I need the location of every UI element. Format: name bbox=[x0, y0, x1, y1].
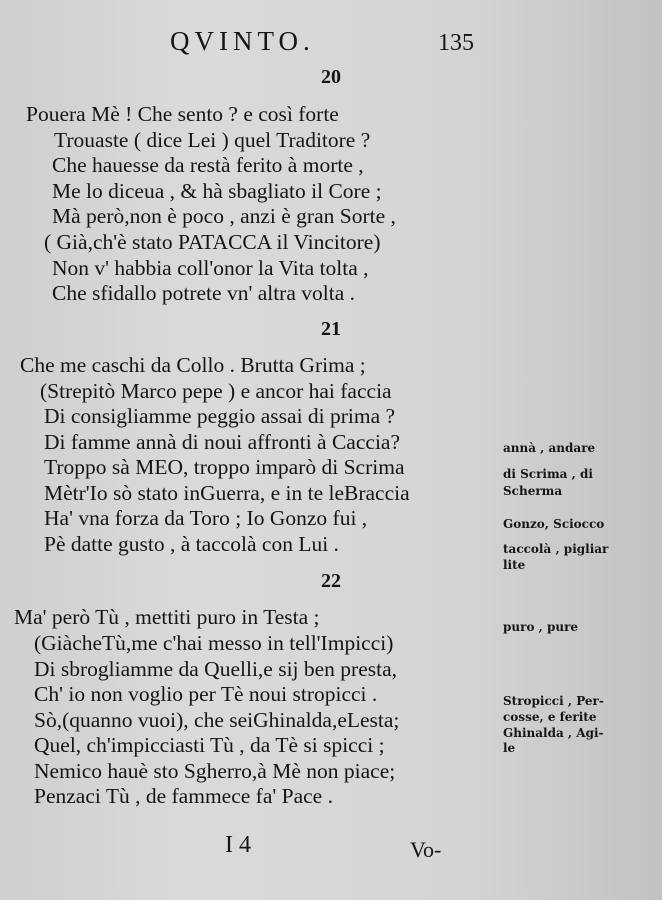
verse-line: Sò,(quanno vuoi), che seiGhinalda,eLesta; bbox=[34, 708, 400, 732]
margin-gloss: annà , andare bbox=[503, 441, 596, 455]
verse-line: Nemico hauè sto Sgherro,à Mè non piace; bbox=[34, 759, 396, 783]
stanza-number: 22 bbox=[321, 570, 341, 592]
margin-gloss: Ghinalda , Agi- bbox=[503, 726, 604, 740]
verse-line: Non v' habbia coll'onor la Vita tolta , bbox=[52, 256, 369, 280]
running-header: QVINTO. bbox=[170, 26, 315, 56]
verse-line: Di sbrogliamme da Quelli,e sij ben presta, bbox=[34, 657, 398, 681]
margin-gloss: Stropicci , Per- bbox=[503, 694, 604, 708]
margin-gloss: Gonzo, Sciocco bbox=[503, 517, 605, 531]
verse-line: Di consigliamme peggio assai di prima ? bbox=[44, 404, 396, 428]
verse-line: Ma' però Tù , mettiti puro in Testa ; bbox=[14, 605, 320, 629]
stanza-number: 20 bbox=[321, 66, 341, 88]
margin-gloss: le bbox=[503, 741, 516, 755]
verse-line: ( Già,ch'è stato PATACCA il Vincitore) bbox=[44, 230, 381, 254]
signature-mark: I 4 bbox=[225, 832, 251, 858]
page-number: 135 bbox=[438, 30, 474, 56]
verse-line: Mà però,non è poco , anzi è gran Sorte , bbox=[52, 204, 396, 228]
margin-gloss: Scherma bbox=[503, 484, 563, 498]
verse-line: Ha' vna forza da Toro ; Io Gonzo fui , bbox=[44, 506, 368, 530]
margin-gloss: cosse, e ferite bbox=[503, 710, 597, 724]
verse-line: Penzaci Tù , de fammece fa' Pace . bbox=[34, 784, 333, 808]
verse-line: Pouera Mè ! Che sento ? e così forte bbox=[26, 102, 339, 126]
verse-line: (Strepitò Marco pepe ) e ancor hai faccia bbox=[40, 379, 392, 403]
verse-line: Ch' io non voglio per Tè noui stropicci . bbox=[34, 682, 378, 706]
margin-gloss: taccolà , pigliar bbox=[503, 542, 609, 556]
stanza-number: 21 bbox=[321, 318, 341, 340]
verse-line: Che me caschi da Collo . Brutta Grima ; bbox=[20, 353, 366, 377]
verse-line: Che hauesse da restà ferito à morte , bbox=[52, 153, 364, 177]
margin-gloss: lite bbox=[503, 558, 526, 572]
verse-line: Trouaste ( dice Lei ) quel Traditore ? bbox=[54, 128, 371, 152]
verse-line: Troppo sà MEO, troppo imparò di Scrima bbox=[44, 455, 405, 479]
margin-gloss: di Scrima , di bbox=[503, 467, 593, 481]
verse-line: Pè datte gusto , à taccolà con Lui . bbox=[44, 532, 339, 556]
margin-gloss: puro , pure bbox=[503, 620, 579, 634]
verse-line: (GiàcheTù,me c'hai messo in tell'Impicci) bbox=[34, 631, 394, 655]
catchword: Vo- bbox=[410, 837, 442, 862]
verse-line: Me lo diceua , & hà sbagliato il Core ; bbox=[52, 179, 382, 203]
verse-line: Di famme annà di noui affronti à Caccia? bbox=[44, 430, 400, 454]
verse-line: Quel, ch'impicciasti Tù , da Tè si spicci ; bbox=[34, 733, 385, 757]
verse-line: Che sfidallo potrete vn' altra volta . bbox=[52, 281, 355, 305]
verse-line: Mètr'Io sò stato inGuerra, e in te leBraccia bbox=[44, 481, 410, 505]
